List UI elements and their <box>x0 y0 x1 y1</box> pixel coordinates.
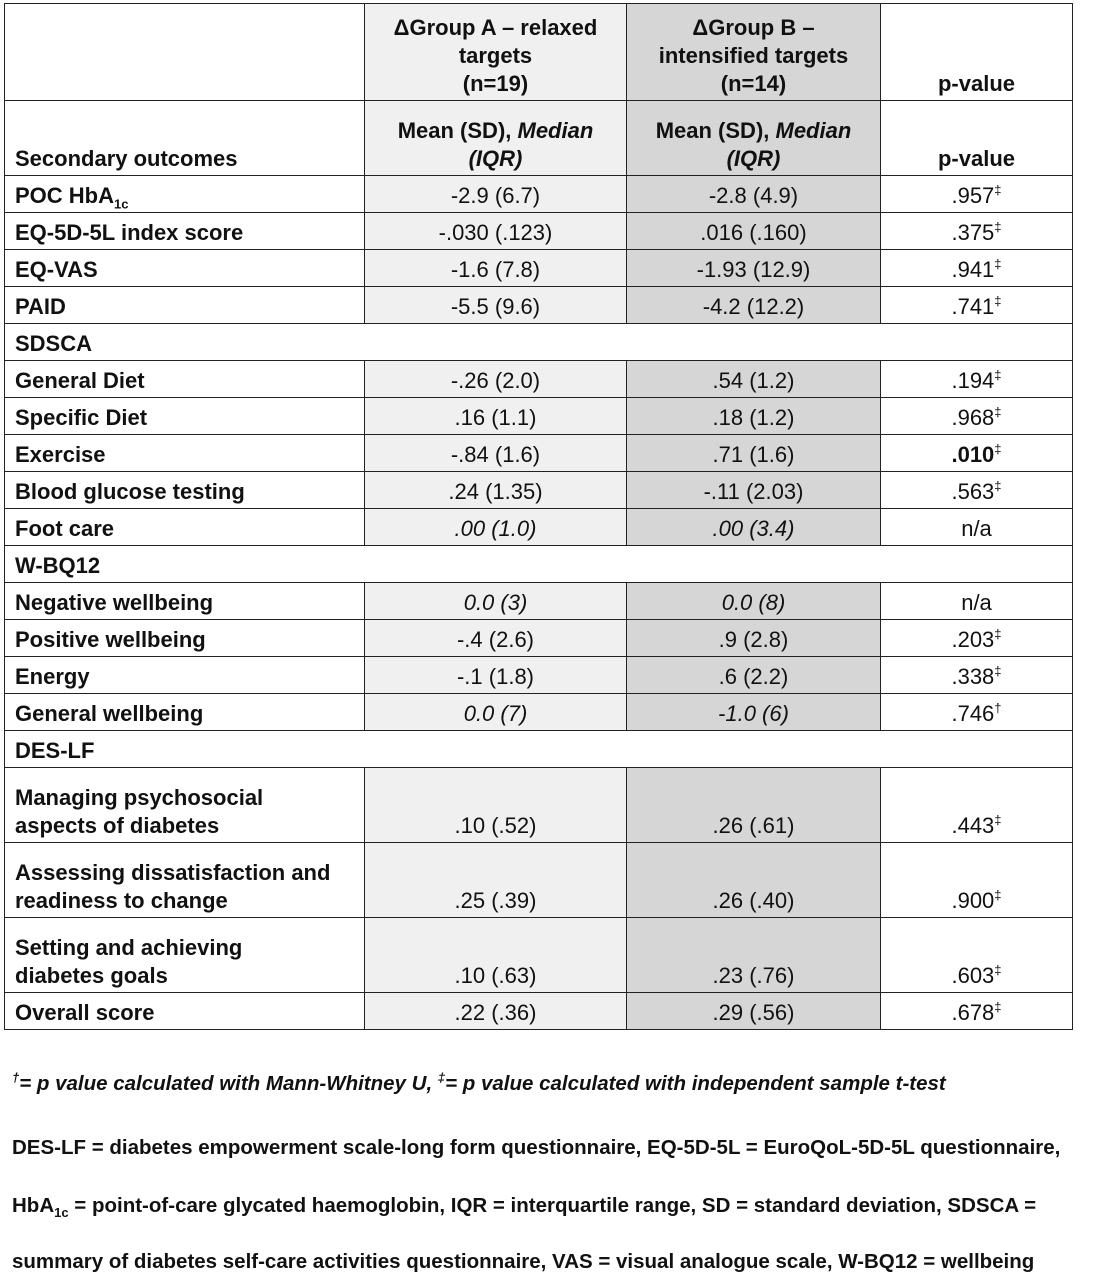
group-a-value: .22 (.36) <box>365 993 627 1030</box>
table-row <box>5 250 1073 287</box>
p-value: .203‡ <box>881 620 1073 657</box>
group-a-value: -5.5 (9.6) <box>365 287 627 324</box>
group-a-value: .24 (1.35) <box>365 472 627 509</box>
table-row <box>5 620 1073 657</box>
header-stat-a: Mean (SD), Median (IQR) <box>365 101 627 176</box>
section-label: W-BQ12 <box>5 546 1073 583</box>
header-group-b: ΔGroup B – intensified targets (n=14) <box>627 4 881 101</box>
p-value: .194‡ <box>881 361 1073 398</box>
group-a-value: .25 (.39) <box>365 843 627 918</box>
table-row <box>5 657 1073 694</box>
row-label: Positive wellbeing <box>5 620 365 657</box>
p-value: .338‡ <box>881 657 1073 694</box>
p-value: n/a <box>881 509 1073 546</box>
group-a-value: -.26 (2.0) <box>365 361 627 398</box>
table-row <box>5 843 1073 918</box>
p-value: .603‡ <box>881 918 1073 993</box>
row-label: General Diet <box>5 361 365 398</box>
section-row <box>5 731 1073 768</box>
table-row <box>5 287 1073 324</box>
footnote-abbrev-1: DES-LF = diabetes empowerment scale-long form questionnaire, EQ-5D-5L = EuroQoL-5D-5L questionnaire, <box>12 1136 1061 1159</box>
outcomes-table <box>4 3 1073 1030</box>
group-a-value: -.4 (2.6) <box>365 620 627 657</box>
group-a-value: -.1 (1.8) <box>365 657 627 694</box>
group-a-value: .00 (1.0) <box>365 509 627 546</box>
header-group-a: ΔGroup A – relaxed targets (n=19) <box>365 4 627 101</box>
p-value: .900‡ <box>881 843 1073 918</box>
row-label: POC HbA$_{1c}$ <box>5 176 365 213</box>
table-row <box>5 176 1073 213</box>
table-row <box>5 398 1073 435</box>
footnote-abbrev-3: summary of diabetes self-care activities questionnaire, VAS = visual analogue scale, W-BQ12 = wellbeing <box>12 1250 1035 1273</box>
p-value: .443‡ <box>881 768 1073 843</box>
group-b-value: .26 (.40) <box>627 843 881 918</box>
p-value: .741‡ <box>881 287 1073 324</box>
p-value: n/a <box>881 583 1073 620</box>
section-row <box>5 546 1073 583</box>
row-label: Overall score <box>5 993 365 1030</box>
group-a-value: -.030 (.123) <box>365 213 627 250</box>
row-label: Energy <box>5 657 365 694</box>
row-label: EQ-VAS <box>5 250 365 287</box>
group-b-value: .18 (1.2) <box>627 398 881 435</box>
table-row <box>5 768 1073 843</box>
group-b-value: -1.0 (6) <box>627 694 881 731</box>
group-b-value: .23 (.76) <box>627 918 881 993</box>
table-row <box>5 918 1073 993</box>
group-b-value: -.11 (2.03) <box>627 472 881 509</box>
footnote-abbrev-2: HbA$_{1c}$ = point-of-care glycated haemoglobin, IQR = interquartile range, SD = standard deviation, SDSCA = <box>12 1194 1037 1221</box>
group-a-value: .10 (.52) <box>365 768 627 843</box>
group-a-value: -2.9 (6.7) <box>365 176 627 213</box>
header-stat-b: Mean (SD), Median (IQR) <box>627 101 881 176</box>
p-value: .968‡ <box>881 398 1073 435</box>
table-row <box>5 993 1073 1030</box>
table-row <box>5 472 1073 509</box>
group-b-value: -4.2 (12.2) <box>627 287 881 324</box>
header-row-stats <box>5 101 1073 176</box>
header-empty-cell <box>5 4 365 101</box>
group-b-value: -1.93 (12.9) <box>627 250 881 287</box>
table-row <box>5 694 1073 731</box>
row-label: Specific Diet <box>5 398 365 435</box>
header-pvalue-2: p-value <box>881 101 1073 176</box>
row-label: Negative wellbeing <box>5 583 365 620</box>
header-row-groups <box>5 4 1073 101</box>
group-b-value: .00 (3.4) <box>627 509 881 546</box>
group-b-value: .016 (.160) <box>627 213 881 250</box>
group-b-value: -2.8 (4.9) <box>627 176 881 213</box>
row-label: Exercise <box>5 435 365 472</box>
p-value: .010‡ <box>881 435 1073 472</box>
header-row-label: Secondary outcomes <box>5 101 365 176</box>
header-pvalue: p-value <box>881 4 1073 101</box>
group-a-value: 0.0 (3) <box>365 583 627 620</box>
group-b-value: .6 (2.2) <box>627 657 881 694</box>
group-a-value: 0.0 (7) <box>365 694 627 731</box>
p-value: .678‡ <box>881 993 1073 1030</box>
footnote-tests: †= p value calculated with Mann-Whitney U, ‡= p value calculated with independent sample t-test <box>12 1070 946 1095</box>
row-label: General wellbeing <box>5 694 365 731</box>
table-row <box>5 583 1073 620</box>
group-b-value: .54 (1.2) <box>627 361 881 398</box>
p-value: .746† <box>881 694 1073 731</box>
group-b-value: .26 (.61) <box>627 768 881 843</box>
group-b-value: .71 (1.6) <box>627 435 881 472</box>
p-value: .957‡ <box>881 176 1073 213</box>
row-label: Foot care <box>5 509 365 546</box>
table-row <box>5 435 1073 472</box>
group-b-value: 0.0 (8) <box>627 583 881 620</box>
section-label: SDSCA <box>5 324 1073 361</box>
section-row <box>5 324 1073 361</box>
row-label: Managing psychosocial aspects of diabetes <box>5 768 365 843</box>
section-label: DES-LF <box>5 731 1073 768</box>
table-row <box>5 361 1073 398</box>
row-label: Assessing dissatisfaction and readiness to change <box>5 843 365 918</box>
table-row <box>5 213 1073 250</box>
group-a-value: -.84 (1.6) <box>365 435 627 472</box>
p-value: .941‡ <box>881 250 1073 287</box>
group-b-value: .29 (.56) <box>627 993 881 1030</box>
row-label: Setting and achieving diabetes goals <box>5 918 365 993</box>
group-b-value: .9 (2.8) <box>627 620 881 657</box>
row-label: EQ-5D-5L index score <box>5 213 365 250</box>
table-row <box>5 509 1073 546</box>
row-label: Blood glucose testing <box>5 472 365 509</box>
row-label: PAID <box>5 287 365 324</box>
p-value: .563‡ <box>881 472 1073 509</box>
group-a-value: .10 (.63) <box>365 918 627 993</box>
group-a-value: -1.6 (7.8) <box>365 250 627 287</box>
group-a-value: .16 (1.1) <box>365 398 627 435</box>
p-value: .375‡ <box>881 213 1073 250</box>
